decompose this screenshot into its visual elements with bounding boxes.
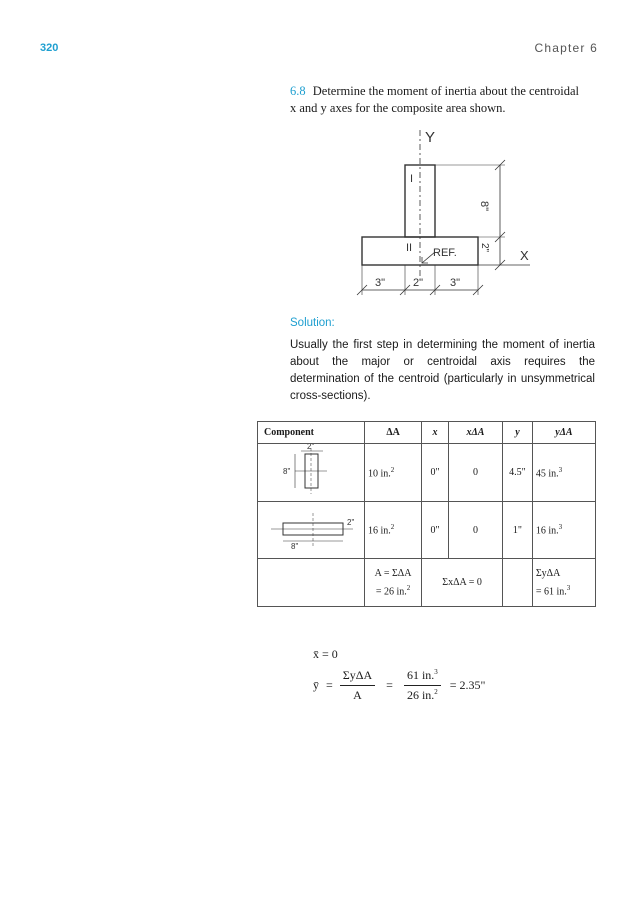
ybar-eq-sign-2: =	[386, 678, 393, 692]
dim-left-label: 3"	[375, 277, 386, 289]
flange-sketch-dim-bottom-label: 8"	[291, 541, 299, 551]
table-row	[258, 502, 596, 559]
dim-flange-label: 2"	[479, 243, 490, 253]
label-y: Y	[425, 129, 436, 146]
ybar-eq-sign: =	[326, 678, 333, 692]
cell-yda-2: 16 in.$^3$	[532, 502, 595, 559]
col-header-component: Component	[258, 422, 365, 444]
fraction-sum	[340, 668, 375, 703]
tee-section-figure	[345, 120, 545, 305]
xbar-value: = 0	[322, 647, 338, 661]
col-header-x: x	[432, 427, 438, 438]
fraction-values	[404, 668, 441, 703]
cell-yda-1: 45 in.$^3$	[532, 444, 595, 502]
problem-number: 6.8	[290, 84, 306, 98]
table-sum-row	[258, 559, 596, 607]
cell-x-1: 0"	[422, 444, 449, 502]
label-part2: II	[406, 242, 413, 254]
cell-y-1: 4.5"	[503, 444, 533, 502]
table-row	[258, 444, 596, 502]
ybar-result: = 2.35"	[449, 678, 486, 692]
web-sketch-dim-side-label: 8"	[283, 467, 291, 476]
cell-area-1: 10 in.$^2$	[365, 444, 422, 502]
dim-web-label: 2"	[413, 277, 424, 289]
cell-xda-2: 0	[448, 502, 502, 559]
label-x: X	[520, 248, 529, 263]
cell-sum-xda: ΣxΔA = 0	[422, 559, 503, 607]
cell-sum-area: A = ΣΔA = 26 in.$^2$	[365, 559, 422, 607]
problem-text-b: x and y axes for the composite area shown.	[290, 101, 506, 115]
dim-height-label: 8"	[478, 201, 490, 212]
cell-y-2: 1"	[503, 502, 533, 559]
col-header-xda: xΔA	[466, 427, 485, 438]
cell-sum-yda: ΣyΔA = 61 in.$^3$	[532, 559, 595, 607]
cell-sum-blank	[258, 559, 365, 607]
page-number: 320	[40, 42, 59, 54]
table-header-row	[258, 422, 596, 444]
ybar-symbol: ȳ	[313, 678, 319, 692]
chapter-label: Chapter 6	[534, 41, 598, 55]
flange-sketch-dim-side-label: 2"	[347, 517, 355, 527]
fraction-sum-denominator: A	[353, 688, 362, 702]
problem-text-a: Determine the moment of inertia about the centroidal	[312, 84, 579, 98]
col-header-y: y	[515, 427, 520, 438]
cell-area-2: 16 in.$^2$	[365, 502, 422, 559]
dim-right-label: 3"	[450, 277, 461, 289]
cell-x-2: 0"	[422, 502, 449, 559]
centroid-table	[257, 421, 596, 607]
col-header-yda: yΔA	[555, 427, 573, 438]
col-header-area: ΔA	[365, 422, 422, 444]
problem-statement	[290, 83, 595, 117]
component-sketch-web	[258, 444, 365, 502]
solution-paragraph: Usually the first step in determining the moment of inertia about the major or centroidal axis requires the determination of the centroid (particularly in unsymmetrical cross-sections).	[290, 339, 595, 402]
equation-xbar	[313, 647, 338, 662]
label-part1: I	[410, 173, 414, 185]
component-sketch-flange	[258, 502, 365, 559]
web-sketch-dim-top-label: 2"	[307, 444, 315, 451]
cell-sum-y-blank	[503, 559, 533, 607]
equation-ybar	[313, 668, 485, 703]
fraction-values-denominator: 26 in.$^2$	[406, 688, 438, 702]
label-ref: REF.	[433, 247, 457, 259]
fraction-values-numerator: 61 in.$^3$	[404, 668, 441, 686]
solution-heading: Solution:	[290, 317, 335, 329]
fraction-sum-numerator: ΣyΔA	[340, 668, 375, 686]
xbar-symbol: x̄	[313, 647, 319, 661]
cell-xda-1: 0	[448, 444, 502, 502]
